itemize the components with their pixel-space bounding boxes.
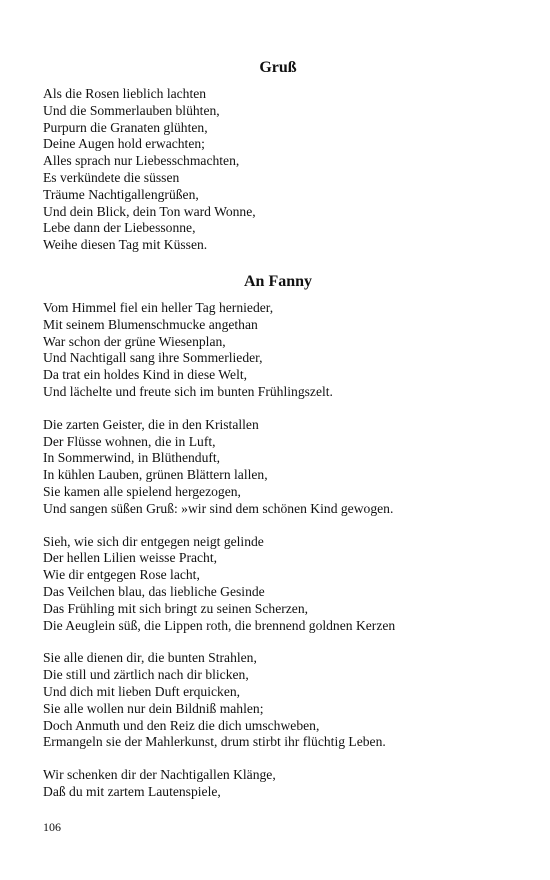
verse-line: Und lächelte und freute sich im bunten Frühlingszelt. — [43, 383, 333, 399]
verse-line: Und dein Blick, dein Ton ward Wonne, — [43, 203, 256, 219]
poem-title-gruss: Gruß — [259, 59, 297, 76]
verse-line: Sie kamen alle spielend hergezogen, — [43, 483, 241, 499]
page-number: 106 — [43, 820, 61, 834]
poem-gruss — [43, 86, 513, 254]
verse-line: Die still und zärtlich nach dir blicken, — [43, 667, 249, 683]
verse-line: Das Veilchen blau, das liebliche Gesinde — [43, 583, 265, 599]
verse-line: Deine Augen hold erwachten; — [43, 136, 205, 152]
verse-line: Wir schenken dir der Nachtigallen Klänge, — [43, 767, 276, 783]
verse-line: Sie alle wollen nur dein Bildniß mahlen; — [43, 700, 264, 716]
verse-line: Die zarten Geister, die in den Kristallen — [43, 416, 259, 432]
verse-line: Lebe dann der Liebessonne, — [43, 220, 196, 236]
stanza — [43, 767, 513, 801]
verse-line: Weihe diesen Tag mit Küssen. — [43, 237, 208, 253]
verse-line: Sieh, wie sich dir entgegen neigt gelinde — [43, 533, 264, 549]
verse-line: Da trat ein holdes Kind in diese Welt, — [43, 367, 248, 383]
poem-title-an-fanny: An Fanny — [243, 272, 313, 290]
verse-line: Und sangen süßen Gruß: »wir sind dem schönen Kind gewogen. — [43, 500, 394, 516]
verse-line: Träume Nachtigallengrüßen, — [43, 186, 199, 202]
verse-line: Doch Anmuth und den Reiz die dich umschweben, — [43, 717, 320, 733]
stanza — [43, 300, 513, 401]
verse-line: Mit seinem Blumenschmucke angethan — [43, 316, 258, 332]
stanza — [43, 534, 513, 635]
verse-line: Das Frühling mit sich bringt zu seinen Scherzen, — [43, 600, 309, 616]
verse-line: Und dich mit lieben Duft erquicken, — [43, 683, 241, 699]
poem-an-fanny — [43, 300, 513, 801]
verse-line: Und die Sommerlauben blühten, — [43, 102, 220, 118]
verse-line: Als die Rosen lieblich lachten — [43, 86, 207, 101]
verse-line: Purpurn die Granaten glühten, — [43, 119, 208, 135]
verse-line: Und Nachtigall sang ihre Sommerlieder, — [43, 350, 263, 366]
verse-line: Daß du mit zartem Lautenspiele, — [43, 783, 221, 799]
verse-line: War schon der grüne Wiesenplan, — [43, 333, 226, 349]
page-content — [43, 58, 513, 801]
verse-line: Der Flüsse wohnen, die in Luft, — [43, 433, 216, 449]
verse-line: Die Aeuglein süß, die Lippen roth, die brennend goldnen Kerzen — [43, 617, 396, 633]
verse-line: Sie alle dienen dir, die bunten Strahlen, — [43, 650, 257, 666]
verse-line: In Sommerwind, in Blüthenduft, — [43, 450, 221, 466]
verse-line: Vom Himmel fiel ein heller Tag hernieder, — [43, 299, 274, 315]
verse-line: Alles sprach nur Liebesschmachten, — [43, 153, 240, 169]
stanza — [43, 650, 513, 751]
stanza — [43, 86, 513, 254]
verse-line: In kühlen Lauben, grünen Blättern lallen, — [43, 467, 268, 483]
verse-line: Wie dir entgegen Rose lacht, — [43, 567, 200, 583]
verse-line: Ermangeln sie der Mahlerkunst, drum stirbt ihr flüchtig Leben. — [43, 734, 386, 750]
verse-line: Es verkündete die süssen — [43, 169, 180, 185]
stanza — [43, 417, 513, 518]
verse-line: Der hellen Lilien weisse Pracht, — [43, 550, 218, 566]
